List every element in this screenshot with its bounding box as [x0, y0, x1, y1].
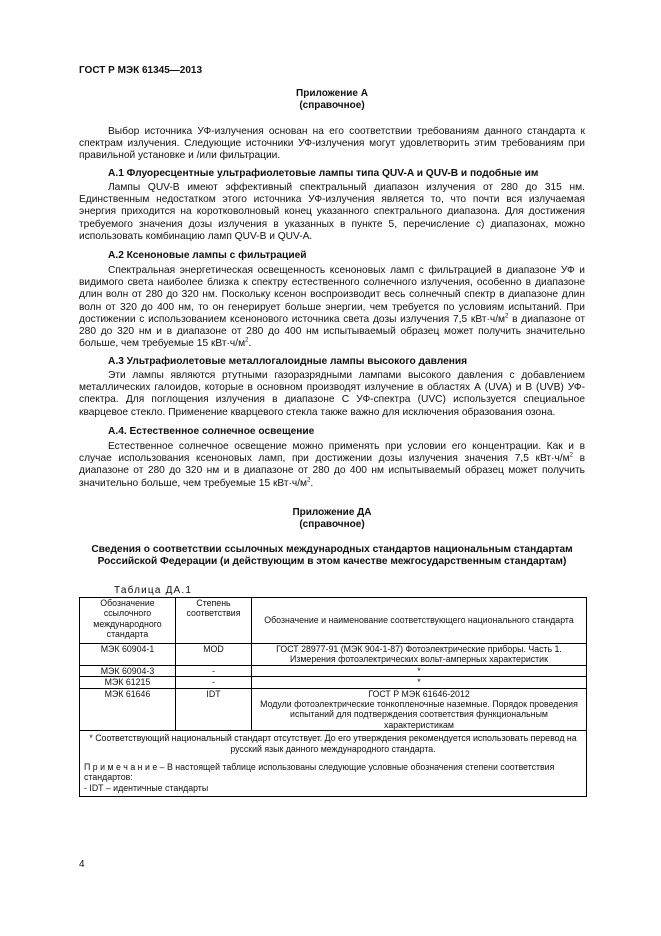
appendix-a-intro: Выбор источника УФ-излучения основан на его соответствии требованиям данного стандарта к спектрам излучения. Следующие источники УФ-излучения могут удовлетворить этим требованиям при правильной установке и /или фильтрации.: [79, 126, 585, 162]
appendix-da-heading: Сведения о соответствии ссылочных международных стандартов национальным стандартам Российской Федерации (и действующим в этом качестве межгосударственным стандартам): [91, 544, 573, 567]
table-note: П р и м е ч а н и е – В настоящей таблице использованы следующие условные обозначения степени соответствия стандартов:: [84, 762, 555, 783]
table-row: [80, 688, 587, 731]
table-row: [80, 644, 587, 666]
table-row: [80, 677, 587, 688]
section-a1-text: Лампы QUV-B имеют эффективный спектральный диапазон излучения от 280 до 315 нм. Единственным недостатком этого источника УФ-излучения является то, что почти вся излучаемая энергия приходится на коротковолновый конец указанного спектрального диапазона. Для достижения требуемого значения дозы излучения в указанных в пункте 5, перечисление с) диапазонах, можно использовать комбинацию ламп QUV-B и QUV-A.: [79, 182, 585, 242]
appendix-da-subtitle: (справочное): [299, 519, 365, 530]
section-a4-text: Естественное солнечное освещение можно применять при условии его концентрации. Как и в случае использования ксеноновых ламп, при достижении дозы излучения значения 7,5 $кВт\cdot ч/м^2$ в диапазоне от 280 до 320 нм и в диапазоне от 280 до 400 нм испытываемый образец может получить значительно больше, чем требуемые 15 $кВт\cdot ч/м^2$.: [79, 441, 585, 489]
table-row: [80, 665, 587, 676]
section-a1-heading: А.1 Флуоресцентные ультрафиолетовые лампы типа QUV-A и QUV-B и подобные им: [108, 168, 539, 179]
table-cell: [252, 688, 587, 731]
table-caption: Таблица ДА.1: [114, 585, 193, 596]
table-cell-desc: Модули фотоэлектрические тонкопленочные наземные. Порядок проведения испытаний для подтверждения соответствия функциональным характеристикам: [260, 699, 578, 730]
table-cell: -: [176, 665, 252, 676]
section-a4-heading: А.4. Естественное солнечное освещение: [108, 426, 315, 437]
table-footer-cell: [80, 731, 587, 797]
table-cell: *: [252, 665, 587, 676]
table-header-cell: Обозначение ссылочного международного стандарта: [80, 598, 176, 644]
table-cell-title: ГОСТ Р МЭК 61646-2012: [368, 688, 470, 699]
table-header-cell: Степень соответствия: [176, 598, 252, 644]
section-a3-text: Эти лампы являются ртутными газоразрядными лампами высокого давления с добавлением металлических галоидов, которые в основном производят излучение в областях А (UVA) и В (UVB) УФ-спектра. Для поглощения излучения в диапазоне С УФ-спектра (UVC) используется специальное кварцевое стекло. Применение кварцевого стекла также важно для исключения образования озона.: [79, 370, 585, 418]
table-header-row: [80, 598, 587, 644]
appendix-a-title: Приложение А: [296, 88, 368, 99]
section-a3-heading: А.3 Ультрафиолетовые металлогалоидные лампы высокого давления: [108, 356, 468, 367]
section-a2-text: Спектральная энергетическая освещенность ксеноновых ламп с фильтрацией в диапазоне УФ и видимого света наиболее близка к спектру естественного солнечного излучения, особенно в диапазоне длин волн от 280 до 320 нм. Поскольку ксенон воспроизводит весь солнечный спектр в диапазоне длин волн от 320 до 400 нм, то он генерирует больше энергии, чем требуется по условиям испытаний. При достижении с использованием ксенонового источника света дозы излучения 7,5 $кВт\cdot ч/м^2$ в диапазоне от 280 до 320 нм и в диапазоне от 280 до 400 нм испытываемый образец может получить значительно больше, чем требуемые 15 $кВт\cdot ч/м^2$.: [79, 265, 585, 350]
table-cell: МЭК 60904-1: [80, 644, 176, 666]
table-cell: IDT: [176, 688, 252, 731]
table-cell: МЭК 60904-3: [80, 665, 176, 676]
document-header: ГОСТ Р МЭК 61345—2013: [79, 65, 203, 76]
table-cell: МЭК 61646: [80, 688, 176, 731]
appendix-a-subtitle: (справочное): [299, 100, 365, 111]
table-cell: ГОСТ 28977-91 (МЭК 904-1-87) Фотоэлектрические приборы. Часть 1. Измерения фотоэлектрических вольт-амперных характеристик: [252, 644, 587, 666]
table-cell: MOD: [176, 644, 252, 666]
standards-table: [79, 597, 587, 797]
table-cell: *: [252, 677, 587, 688]
table-footer-row: [80, 731, 587, 797]
table-footnote: * Соответствующий национальный стандарт отсутствует. До его утверждения рекомендуется использовать перевод на русский язык данного международного стандарта.: [89, 733, 577, 754]
table-cell: МЭК 61215: [80, 677, 176, 688]
page-number: 4: [79, 859, 85, 870]
table-note-item: - IDT – идентичные стандарты: [84, 782, 209, 793]
section-a2-heading: А.2 Ксеноновые лампы с фильтрацией: [108, 250, 307, 261]
appendix-da-title: Приложение ДА: [292, 507, 372, 518]
table-header-cell: Обозначение и наименование соответствующего национального стандарта: [252, 598, 587, 644]
table-cell: -: [176, 677, 252, 688]
